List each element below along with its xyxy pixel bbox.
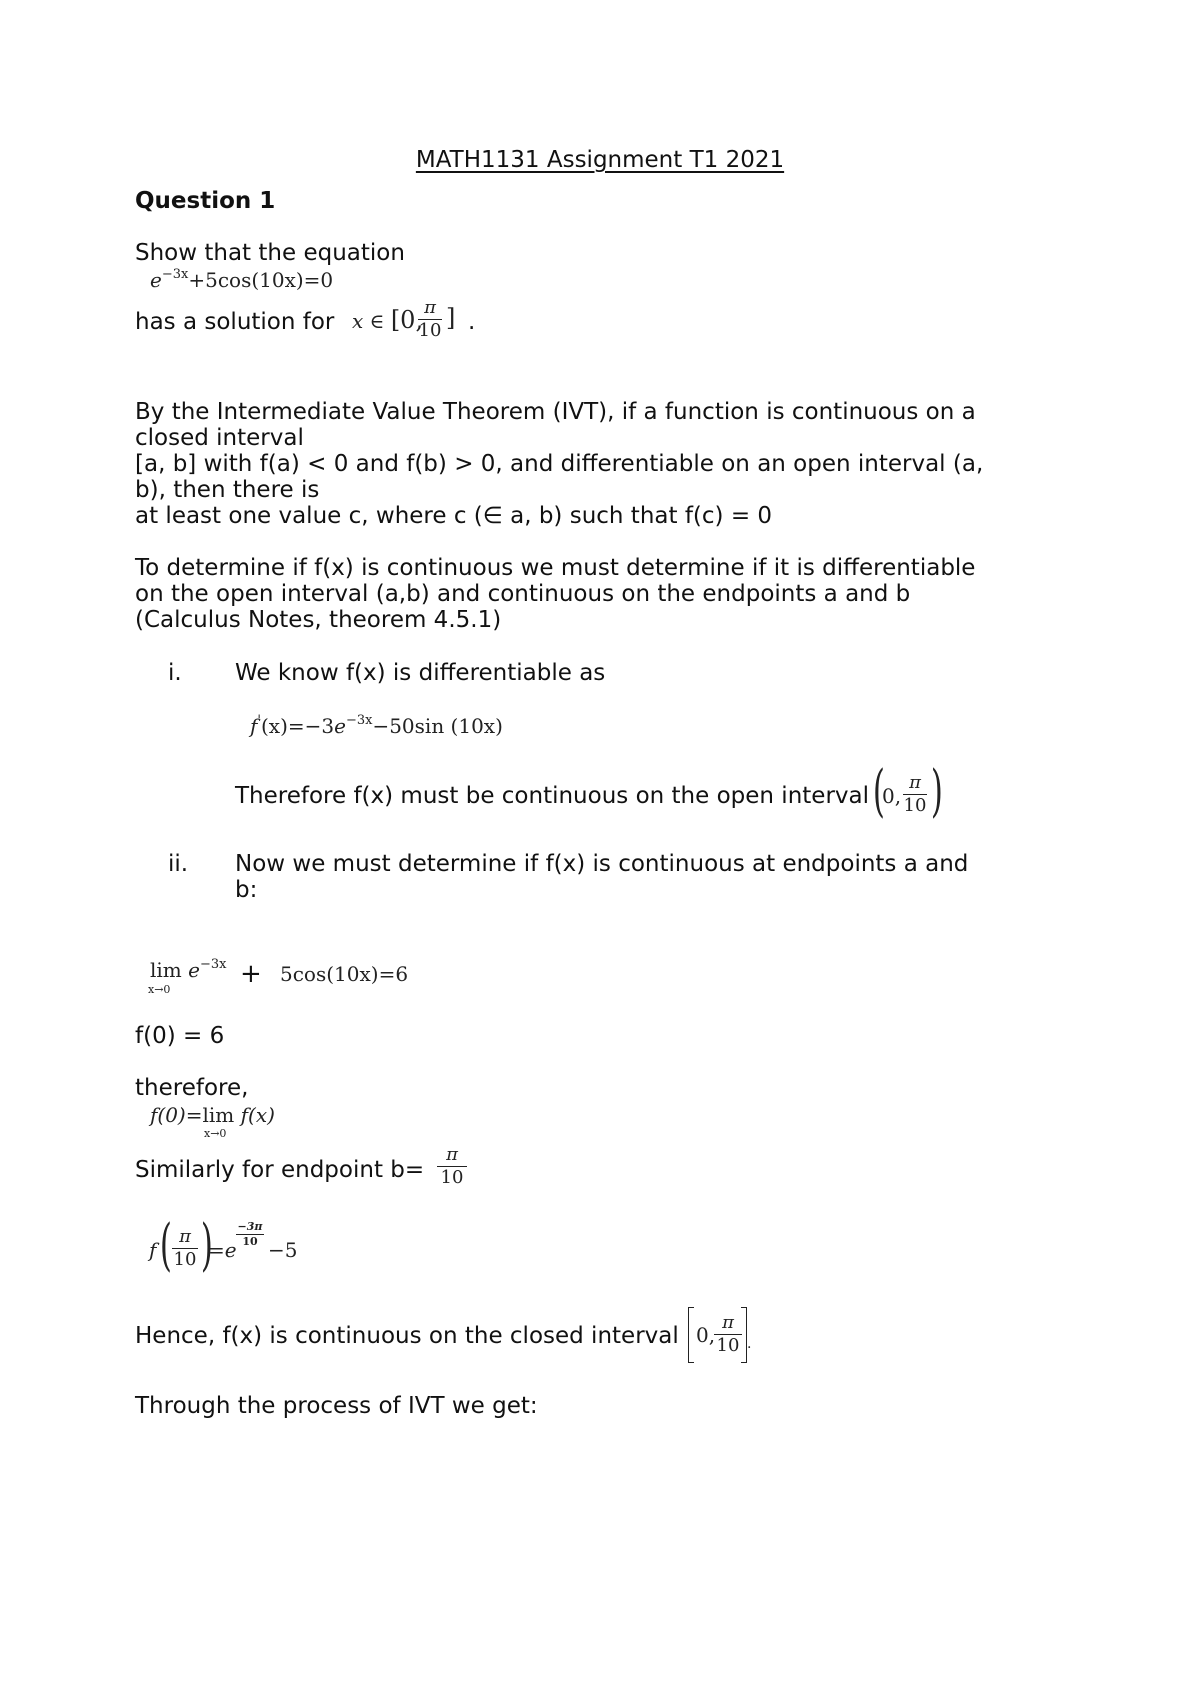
step-i-conclusion: Therefore f(x) must be continuous on the open interval: [235, 783, 869, 809]
step-ii-text-1: Now we must determine if f(x) is continuous at endpoints a and: [235, 851, 969, 877]
f0-limit-equation: [150, 1103, 275, 1127]
prompt-line: Show that the equation: [135, 240, 405, 266]
limit-e: e: [188, 958, 200, 982]
derivative-exp: −3x: [345, 713, 373, 728]
hence-text: Hence, f(x) is continuous on the closed interval: [135, 1323, 679, 1349]
closed-interval-lead: 0,: [696, 1323, 716, 1347]
open-paren-right: ): [930, 759, 943, 824]
closed-interval-period: .: [747, 1336, 752, 1352]
derivative-prime: ': [257, 713, 261, 728]
equation-e: e: [150, 268, 162, 292]
f-pi-eq: =e: [208, 1238, 237, 1262]
step-i-marker: i.: [168, 660, 182, 686]
continuity-line-3: (Calculus Notes, theorem 4.5.1): [135, 607, 502, 633]
limit-exp: −3x: [199, 957, 227, 972]
interval-expression: [352, 308, 423, 333]
f-pi-letter: f: [149, 1238, 157, 1262]
closed-interval-fraction: [714, 1313, 742, 1356]
limit-lim: lim: [150, 958, 182, 982]
ivt-line-5: at least one value c, where c (∈ a, b) such that f(c) = 0: [135, 503, 773, 529]
page-title: MATH1131 Assignment T1 2021: [415, 147, 785, 173]
closed-interval-num: π: [722, 1312, 734, 1333]
ivt-line-1: By the Intermediate Value Theorem (IVT), if a function is continuous on a: [135, 399, 976, 425]
interval-num: π: [424, 297, 436, 318]
interval-var: x: [352, 309, 364, 333]
interval-period: .: [468, 309, 476, 335]
equation-exponent: −3x: [161, 267, 189, 282]
f0-limit-lim: lim: [202, 1103, 235, 1127]
f0-limit-subscript: x→0: [204, 1127, 227, 1140]
derivative-rest: −50sin (10x): [372, 714, 503, 738]
derivative-arg: (x)=−3: [260, 714, 335, 738]
f-pi-num: π: [179, 1226, 191, 1247]
derivative-equation: [250, 714, 503, 742]
ivt-process-text: Through the process of IVT we get:: [135, 1393, 538, 1419]
main-equation: [150, 268, 333, 296]
endpoint-b-den: 10: [440, 1167, 464, 1188]
f-pi-exp-num: −3π: [237, 1220, 263, 1233]
f-pi-fraction: [172, 1227, 198, 1270]
open-interval-den: 10: [903, 795, 927, 816]
f-zero: f(0) = 6: [135, 1023, 225, 1049]
derivative-f: f: [250, 714, 258, 738]
continuity-line-1: To determine if f(x) is continuous we must determine if it is differentiable: [135, 555, 976, 581]
f-pi-den: 10: [173, 1249, 197, 1270]
f-pi-paren-right: ): [200, 1213, 213, 1278]
limit-rest: 5cos(10x)=6: [280, 962, 409, 986]
open-interval-lead: 0,: [882, 784, 902, 808]
f-pi-rest: −5: [268, 1238, 298, 1262]
endpoint-b-fraction: [437, 1145, 467, 1188]
f-pi-f: [149, 1238, 156, 1262]
ivt-line-2: closed interval: [135, 425, 304, 451]
closed-bracket-left: [688, 1307, 694, 1363]
f0-limit-lhs: f(0)=: [150, 1103, 203, 1127]
f-pi-exp-fraction: [236, 1221, 264, 1248]
endpoint-b-num: π: [446, 1144, 458, 1165]
continuity-line-2: on the open interval (a,b) and continuous on the endpoints a and b: [135, 581, 911, 607]
limit-equation: [150, 958, 226, 986]
f0-limit-rhs: f(x): [240, 1103, 275, 1127]
limit-plus: +: [240, 959, 262, 989]
ivt-line-3: [a, b] with f(a) < 0 and f(b) > 0, and differentiable on an open interval (a,: [135, 451, 984, 477]
therefore-text: therefore,: [135, 1075, 249, 1101]
interval-close: ]: [446, 304, 456, 332]
element-of-symbol: ∈: [369, 309, 385, 333]
solution-line: has a solution for: [135, 309, 335, 335]
f-pi-paren-left: (: [159, 1213, 172, 1278]
question-heading: Question 1: [135, 188, 276, 214]
step-ii-text-2: b:: [235, 877, 258, 903]
equation-rest: +5cos(10x)=0: [188, 268, 334, 292]
endpoint-b-text: Similarly for endpoint b=: [135, 1157, 425, 1183]
derivative-e: e: [334, 714, 346, 738]
open-paren-left: (: [872, 759, 885, 824]
limit-subscript: x→0: [148, 983, 171, 996]
step-i-text: We know f(x) is differentiable as: [235, 660, 606, 686]
step-ii-marker: ii.: [168, 851, 189, 877]
interval-fraction: [418, 298, 442, 341]
f-pi-exp-den: 10: [242, 1235, 258, 1248]
interval-open: [0,: [390, 306, 424, 334]
open-interval-num: π: [909, 772, 921, 793]
open-interval-fraction: [903, 773, 927, 816]
interval-den: 10: [418, 320, 442, 341]
closed-interval-den: 10: [716, 1335, 740, 1356]
ivt-line-4: b), then there is: [135, 477, 320, 503]
